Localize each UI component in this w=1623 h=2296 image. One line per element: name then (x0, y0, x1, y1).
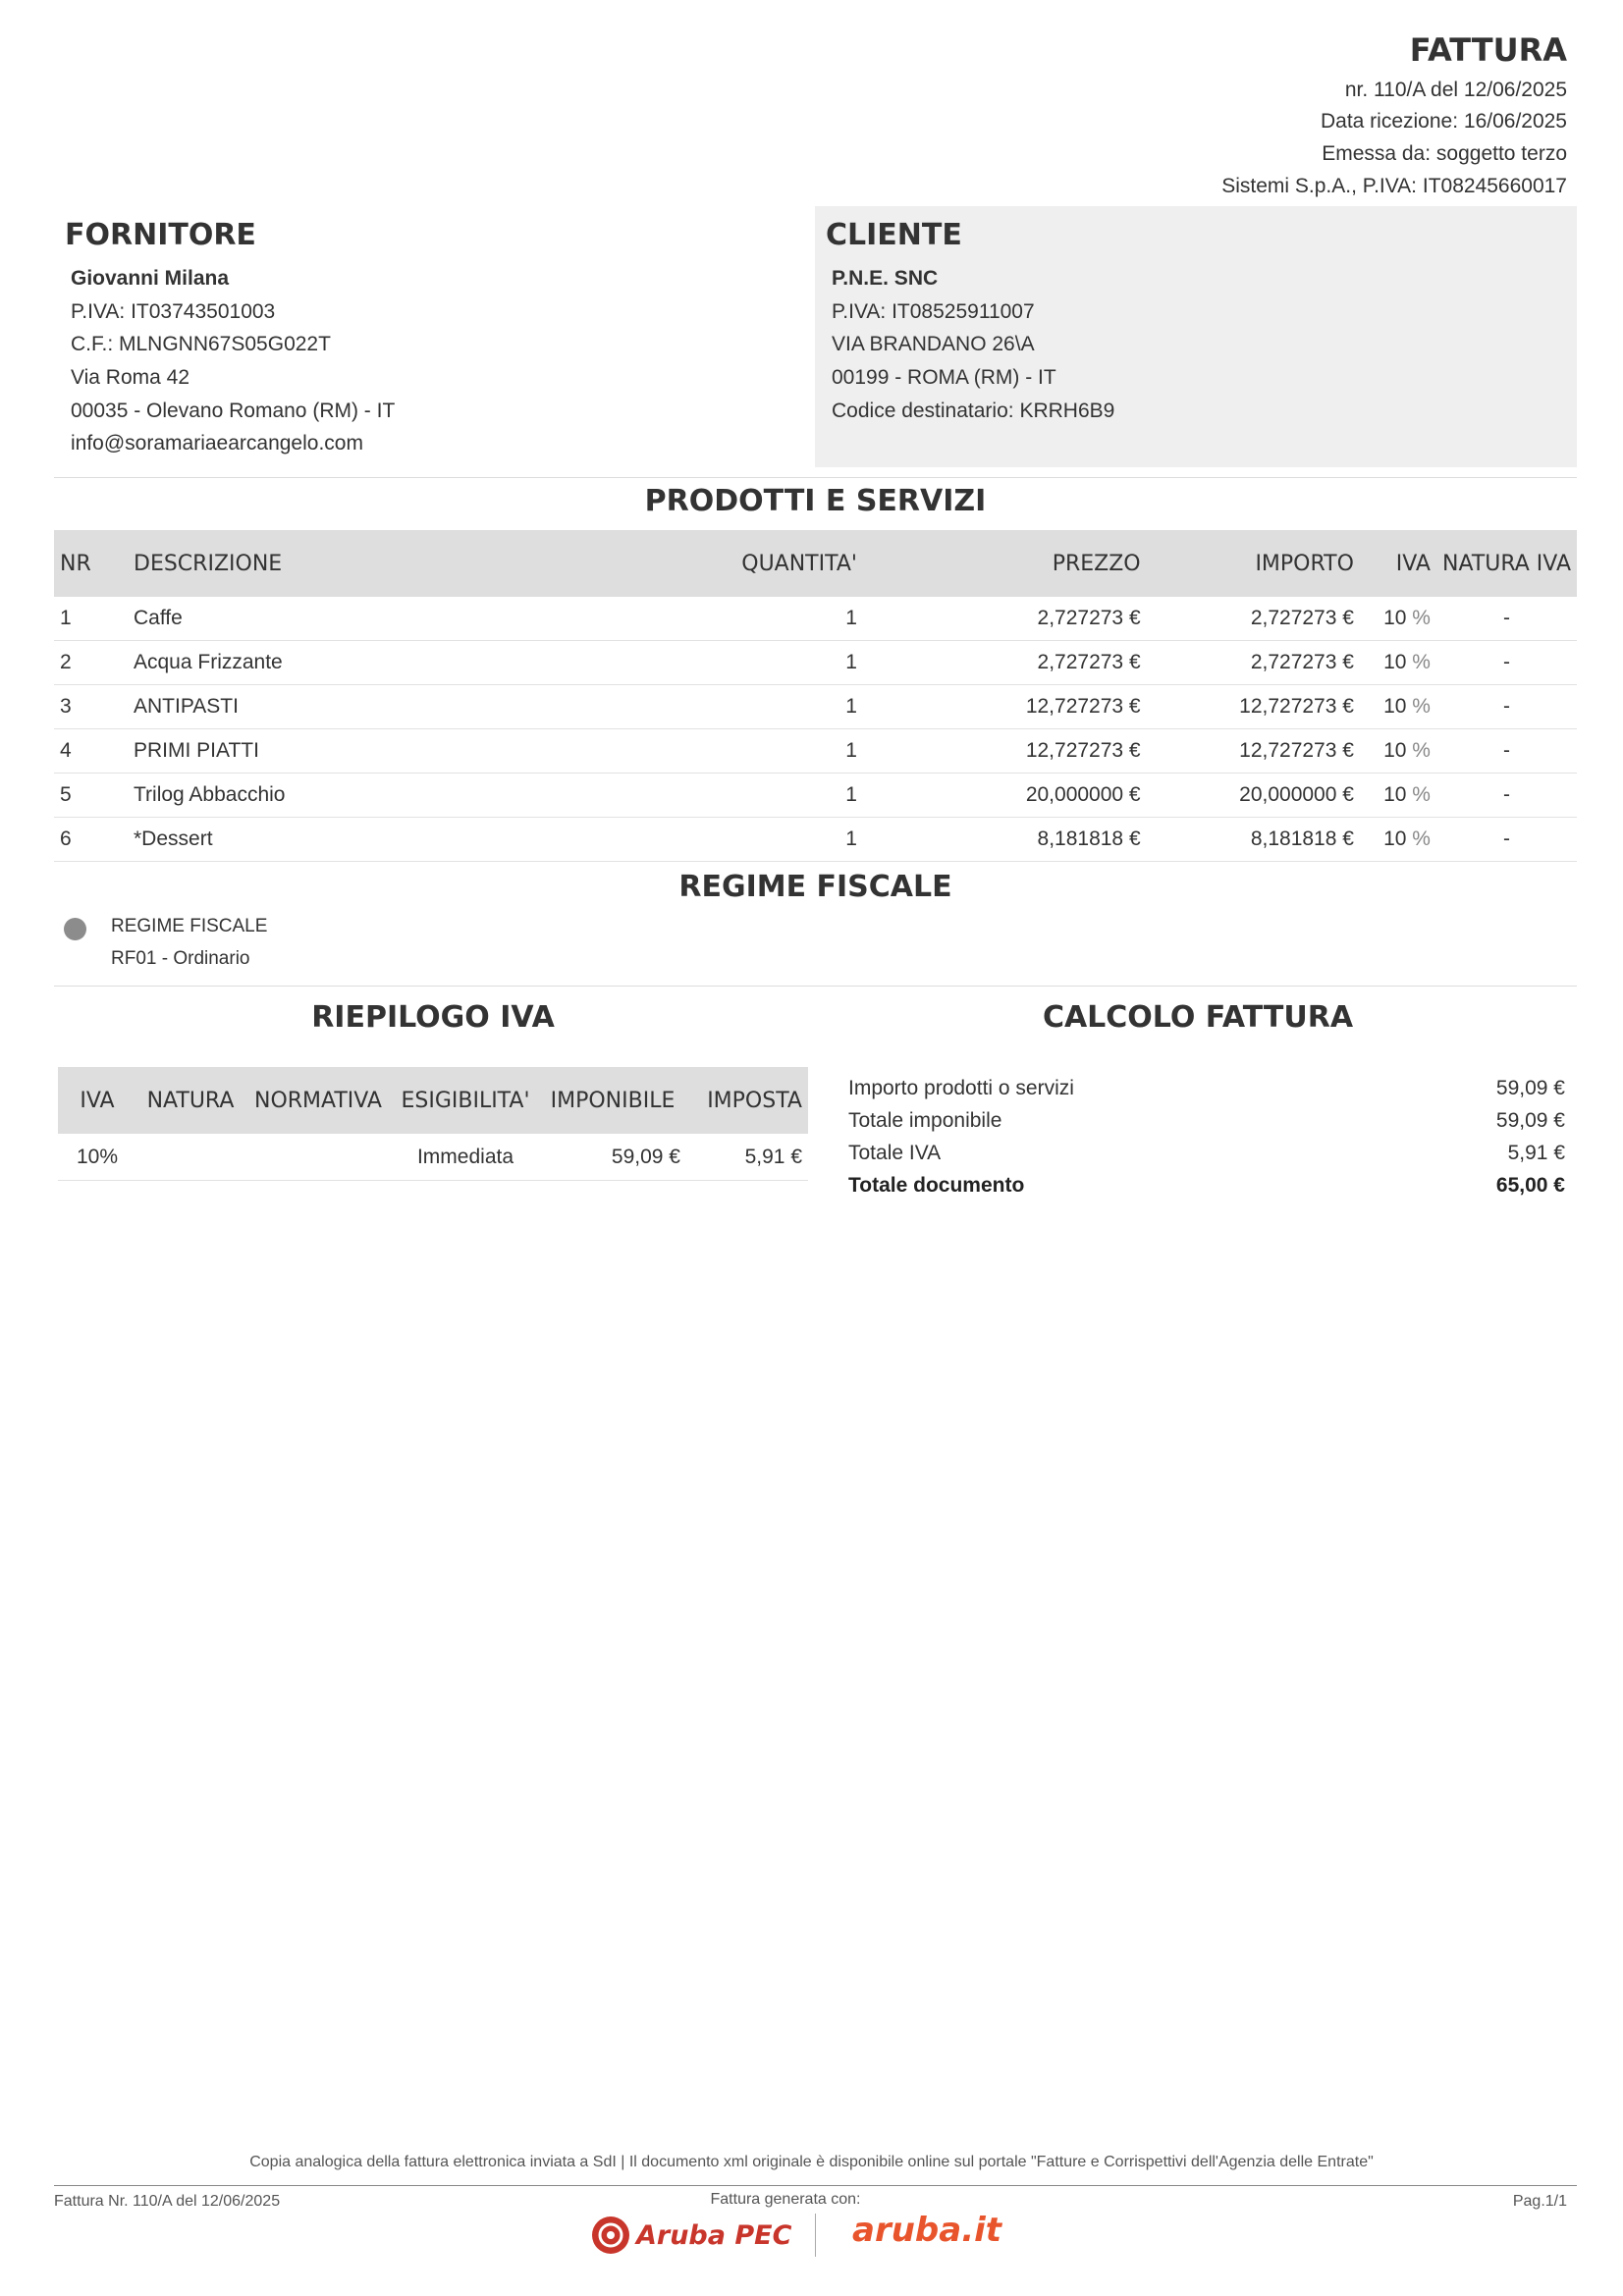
calc-title: CALCOLO FATTURA (1042, 1000, 1354, 1035)
aruba-it-logo-text: aruba.it (852, 2211, 1002, 2250)
row-iva-value: 10 (1383, 739, 1407, 762)
client-city: 00199 - ROMA (RM) - IT (832, 366, 1056, 389)
row-iva (1360, 641, 1436, 685)
calc-row-total (848, 1174, 1565, 1198)
divider (54, 986, 1577, 987)
supplier-name: Giovanni Milana (71, 267, 230, 290)
row-quantity: 1 (562, 641, 863, 685)
aruba-pec-seal-icon (589, 2214, 632, 2257)
row-price: 20,000000 € (863, 774, 1147, 818)
row-iva-percent: % (1412, 607, 1431, 629)
col-importo: IMPORTO (1147, 530, 1360, 597)
supplier-piva: P.IVA: IT03743501003 (71, 300, 276, 323)
products-table (54, 530, 1577, 862)
row-price: 12,727273 € (863, 729, 1147, 774)
row-natura: - (1436, 641, 1577, 685)
divider (54, 477, 1577, 478)
row-iva-value: 10 (1383, 695, 1407, 718)
row-iva (1360, 685, 1436, 729)
calc-label: Importo prodotti o servizi (848, 1077, 1074, 1099)
document-title: FATTURA (1409, 31, 1567, 69)
row-quantity: 1 (562, 774, 863, 818)
invoice-number: nr. 110/A del 12/06/2025 (1344, 79, 1567, 101)
calc-label: Totale documento (848, 1174, 1025, 1197)
vat-rate: 10% (58, 1134, 136, 1181)
col-imponibile: IMPONIBILE (539, 1067, 686, 1134)
calc-row-products (848, 1077, 1565, 1100)
row-amount: 20,000000 € (1147, 774, 1360, 818)
row-quantity: 1 (562, 818, 863, 862)
row-nr: 2 (54, 641, 128, 685)
row-amount: 2,727273 € (1147, 597, 1360, 641)
row-price: 2,727273 € (863, 641, 1147, 685)
supplier-city: 00035 - Olevano Romano (RM) - IT (71, 400, 396, 422)
supplier-title: FORNITORE (65, 218, 256, 252)
row-amount: 12,727273 € (1147, 729, 1360, 774)
col-quantita: QUANTITA' (562, 530, 863, 597)
calc-value: 59,09 € (1495, 1077, 1565, 1099)
table-row (58, 1134, 808, 1181)
row-natura: - (1436, 685, 1577, 729)
footer-page: Pag.1/1 (1512, 2193, 1567, 2210)
row-iva (1360, 818, 1436, 862)
aruba-pec-logo (589, 2214, 791, 2257)
logo-separator (815, 2214, 816, 2257)
row-iva-value: 10 (1383, 828, 1407, 850)
calc-value: 59,09 € (1495, 1109, 1565, 1132)
client-address: VIA BRANDANO 26\A (832, 333, 1035, 355)
col-iva: IVA (58, 1067, 136, 1134)
row-description: Acqua Frizzante (128, 641, 562, 685)
row-amount: 12,727273 € (1147, 685, 1360, 729)
row-nr: 5 (54, 774, 128, 818)
row-price: 12,727273 € (863, 685, 1147, 729)
footer-generated-with: Fattura generata con: (710, 2191, 861, 2208)
client-code: Codice destinatario: KRRH6B9 (832, 400, 1115, 422)
calc-value: 5,91 € (1507, 1142, 1565, 1164)
vat-esigibilita: Immediata (392, 1134, 539, 1181)
row-price: 2,727273 € (863, 597, 1147, 641)
row-amount: 2,727273 € (1147, 641, 1360, 685)
vat-imposta: 5,91 € (686, 1134, 808, 1181)
row-description: Caffe (128, 597, 562, 641)
vat-imponibile: 59,09 € (539, 1134, 686, 1181)
row-iva-percent: % (1412, 695, 1431, 718)
row-iva-percent: % (1412, 739, 1431, 762)
table-row (54, 597, 1577, 641)
col-esigibilita: ESIGIBILITA' (392, 1067, 539, 1134)
table-row (54, 729, 1577, 774)
regime-value: RF01 - Ordinario (111, 948, 250, 969)
row-price: 8,181818 € (863, 818, 1147, 862)
col-natura-iva: NATURA IVA (1436, 530, 1577, 597)
regime-title: REGIME FISCALE (678, 870, 952, 904)
calc-row-iva (848, 1142, 1565, 1165)
client-piva: P.IVA: IT08525911007 (832, 300, 1035, 323)
row-iva (1360, 729, 1436, 774)
table-header-row (58, 1067, 808, 1134)
row-iva-percent: % (1412, 783, 1431, 806)
row-iva-value: 10 (1383, 783, 1407, 806)
calc-value: 65,00 € (1495, 1174, 1565, 1197)
col-iva: IVA (1360, 530, 1436, 597)
footer-invoice-ref: Fattura Nr. 110/A del 12/06/2025 (54, 2193, 281, 2210)
row-description: ANTIPASTI (128, 685, 562, 729)
row-nr: 1 (54, 597, 128, 641)
bullet-icon (64, 918, 86, 940)
table-row (54, 641, 1577, 685)
supplier-section (54, 206, 800, 467)
issuer-info: Sistemi S.p.A., P.IVA: IT08245660017 (1221, 175, 1567, 197)
client-section (815, 206, 1577, 467)
calc-label: Totale imponibile (848, 1109, 1002, 1132)
table-row (54, 818, 1577, 862)
table-row (54, 774, 1577, 818)
aruba-it-logo (852, 2211, 1001, 2250)
row-natura: - (1436, 729, 1577, 774)
row-description: *Dessert (128, 818, 562, 862)
row-nr: 6 (54, 818, 128, 862)
col-prezzo: PREZZO (863, 530, 1147, 597)
col-nr: NR (54, 530, 128, 597)
row-natura: - (1436, 597, 1577, 641)
table-header-row (54, 530, 1577, 597)
row-iva (1360, 597, 1436, 641)
products-title: PRODOTTI E SERVIZI (644, 484, 987, 518)
vat-natura (136, 1134, 244, 1181)
row-natura: - (1436, 774, 1577, 818)
calc-label: Totale IVA (848, 1142, 942, 1164)
col-normativa: NORMATIVA (244, 1067, 392, 1134)
col-descrizione: DESCRIZIONE (128, 530, 562, 597)
issued-by: Emessa da: soggetto terzo (1322, 142, 1567, 165)
col-imposta: IMPOSTA (686, 1067, 808, 1134)
client-name: P.N.E. SNC (832, 267, 939, 290)
row-description: Trilog Abbacchio (128, 774, 562, 818)
row-iva (1360, 774, 1436, 818)
table-row (54, 685, 1577, 729)
supplier-cf: C.F.: MLNGNN67S05G022T (71, 333, 331, 355)
aruba-pec-logo-text: Aruba PEC (636, 2219, 792, 2251)
calc-row-imponibile (848, 1109, 1565, 1133)
row-quantity: 1 (562, 597, 863, 641)
supplier-address: Via Roma 42 (71, 366, 190, 389)
row-quantity: 1 (562, 685, 863, 729)
row-iva-percent: % (1412, 828, 1431, 850)
row-nr: 3 (54, 685, 128, 729)
vat-summary-table (58, 1067, 808, 1181)
supplier-email: info@soramariaearcangelo.com (71, 432, 363, 454)
footer-note: Copia analogica della fattura elettronica inviata a SdI | Il documento xml originale è disponibile online sul portale "Fatture e Corrispettivi dell'Agenzia delle Entrate" (249, 2154, 1374, 2170)
received-date: Data ricezione: 16/06/2025 (1320, 110, 1567, 133)
col-natura: NATURA (136, 1067, 244, 1134)
row-nr: 4 (54, 729, 128, 774)
row-natura: - (1436, 818, 1577, 862)
row-description: PRIMI PIATTI (128, 729, 562, 774)
vat-normativa (244, 1134, 392, 1181)
vat-summary-title: RIEPILOGO IVA (311, 1000, 555, 1035)
row-iva-value: 10 (1383, 651, 1407, 673)
row-iva-percent: % (1412, 651, 1431, 673)
row-iva-value: 10 (1383, 607, 1407, 629)
client-title: CLIENTE (826, 218, 962, 252)
row-amount: 8,181818 € (1147, 818, 1360, 862)
row-quantity: 1 (562, 729, 863, 774)
regime-label: REGIME FISCALE (111, 916, 268, 936)
footer-divider (54, 2185, 1577, 2186)
